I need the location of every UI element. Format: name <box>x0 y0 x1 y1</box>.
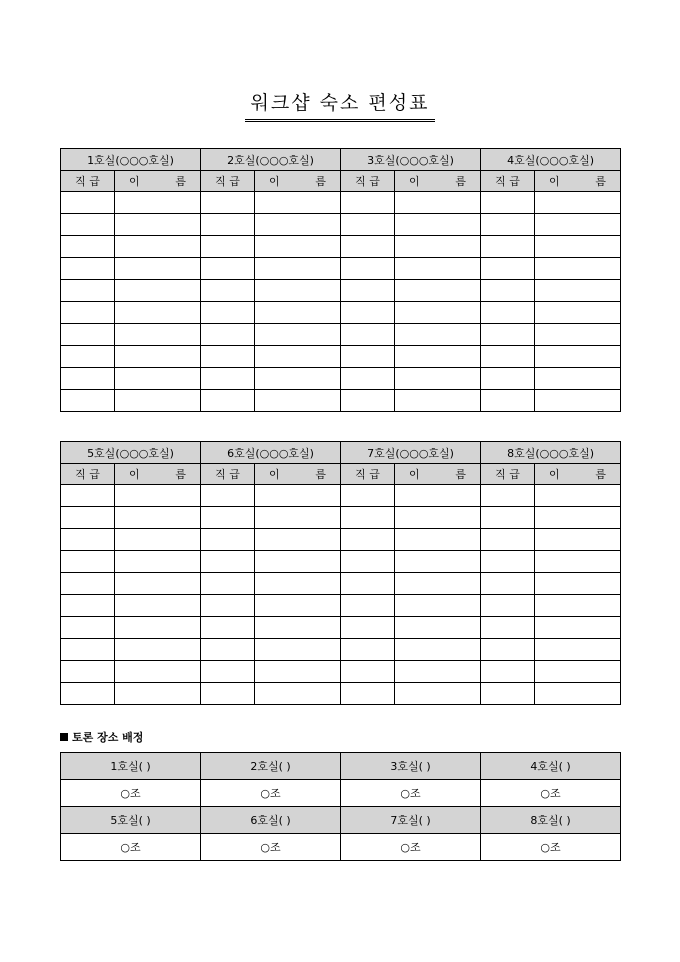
rank-column-header: 직 급 <box>341 171 395 192</box>
rank-cell[interactable] <box>201 280 255 302</box>
name-cell[interactable] <box>255 236 341 258</box>
lodging-table-1 <box>60 148 621 412</box>
table-row <box>61 683 621 705</box>
name-cell[interactable] <box>395 390 481 412</box>
rank-cell[interactable] <box>481 661 535 683</box>
name-column-header <box>535 464 621 485</box>
page-title-wrap <box>0 88 680 122</box>
room-header: 3호실(○○○호실) <box>341 149 481 171</box>
name-cell[interactable] <box>115 280 201 302</box>
name-cell[interactable] <box>395 529 481 551</box>
room-header: 5호실(○○○호실) <box>61 442 201 464</box>
name-cell[interactable] <box>115 236 201 258</box>
rank-cell[interactable] <box>341 661 395 683</box>
rank-cell[interactable] <box>61 595 115 617</box>
room-header: 1호실(○○○호실) <box>61 149 201 171</box>
name-cell[interactable] <box>115 529 201 551</box>
name-column-label: 이 름 <box>409 468 467 481</box>
section-title: 토론 장소 배정 <box>72 731 144 744</box>
name-cell[interactable] <box>535 617 621 639</box>
venue-group[interactable]: ○조 <box>341 834 481 861</box>
rank-cell[interactable] <box>481 390 535 412</box>
name-cell[interactable] <box>395 661 481 683</box>
table-row <box>61 573 621 595</box>
name-cell[interactable] <box>395 573 481 595</box>
table-row <box>61 368 621 390</box>
name-cell[interactable] <box>395 280 481 302</box>
name-cell[interactable] <box>255 595 341 617</box>
table-row <box>61 551 621 573</box>
name-cell[interactable] <box>115 661 201 683</box>
venue-room: 6호실( ) <box>201 807 341 834</box>
name-column-label: 이 름 <box>549 468 607 481</box>
rank-cell[interactable] <box>341 258 395 280</box>
rank-cell[interactable] <box>341 236 395 258</box>
name-cell[interactable] <box>115 573 201 595</box>
table-row <box>61 280 621 302</box>
name-cell[interactable] <box>395 192 481 214</box>
rank-cell[interactable] <box>61 683 115 705</box>
rank-column-header: 직 급 <box>481 171 535 192</box>
name-cell[interactable] <box>255 214 341 236</box>
rank-cell[interactable] <box>61 661 115 683</box>
rank-cell[interactable] <box>341 639 395 661</box>
rank-cell[interactable] <box>201 485 255 507</box>
rank-cell[interactable] <box>481 236 535 258</box>
page-title: 워크샵 숙소 편성표 <box>245 88 436 122</box>
name-cell[interactable] <box>535 595 621 617</box>
name-cell[interactable] <box>115 617 201 639</box>
table-row <box>61 390 621 412</box>
name-cell[interactable] <box>115 639 201 661</box>
name-cell[interactable] <box>115 302 201 324</box>
name-cell[interactable] <box>255 280 341 302</box>
rank-cell[interactable] <box>61 214 115 236</box>
rank-cell[interactable] <box>201 661 255 683</box>
table-row <box>61 507 621 529</box>
venue-room: 7호실( ) <box>341 807 481 834</box>
name-cell[interactable] <box>255 346 341 368</box>
venue-group[interactable]: ○조 <box>61 780 201 807</box>
rank-cell[interactable] <box>61 485 115 507</box>
table-row <box>61 236 621 258</box>
rank-cell[interactable] <box>201 324 255 346</box>
name-cell[interactable] <box>255 661 341 683</box>
name-cell[interactable] <box>115 346 201 368</box>
name-cell[interactable] <box>115 214 201 236</box>
rank-cell[interactable] <box>341 302 395 324</box>
name-cell[interactable] <box>115 368 201 390</box>
rank-column-header: 직 급 <box>201 464 255 485</box>
rank-cell[interactable] <box>61 551 115 573</box>
rank-cell[interactable] <box>61 346 115 368</box>
rank-column-header: 직 급 <box>201 171 255 192</box>
rank-cell[interactable] <box>61 236 115 258</box>
rank-column-header: 직 급 <box>61 464 115 485</box>
rank-cell[interactable] <box>481 529 535 551</box>
name-cell[interactable] <box>115 192 201 214</box>
room-header: 7호실(○○○호실) <box>341 442 481 464</box>
table-row <box>61 639 621 661</box>
room-header: 4호실(○○○호실) <box>481 149 621 171</box>
room-header: 8호실(○○○호실) <box>481 442 621 464</box>
rank-cell[interactable] <box>481 192 535 214</box>
name-cell[interactable] <box>535 192 621 214</box>
name-cell[interactable] <box>115 390 201 412</box>
rank-cell[interactable] <box>481 683 535 705</box>
rank-cell[interactable] <box>341 368 395 390</box>
rank-cell[interactable] <box>61 368 115 390</box>
table-row <box>61 258 621 280</box>
rank-cell[interactable] <box>341 324 395 346</box>
name-cell[interactable] <box>535 573 621 595</box>
rank-cell[interactable] <box>61 192 115 214</box>
name-column-header <box>115 464 201 485</box>
name-column-header <box>255 171 341 192</box>
name-column-header <box>395 171 481 192</box>
name-column-label: 이 름 <box>269 468 327 481</box>
venue-room: 1호실( ) <box>61 753 201 780</box>
rank-cell[interactable] <box>481 507 535 529</box>
rank-cell[interactable] <box>341 507 395 529</box>
rank-cell[interactable] <box>481 617 535 639</box>
rank-cell[interactable] <box>201 573 255 595</box>
rank-cell[interactable] <box>481 324 535 346</box>
rank-column-header: 직 급 <box>341 464 395 485</box>
name-cell[interactable] <box>395 368 481 390</box>
venue-group[interactable]: ○조 <box>481 834 621 861</box>
name-cell[interactable] <box>255 368 341 390</box>
name-cell[interactable] <box>395 302 481 324</box>
name-cell[interactable] <box>535 324 621 346</box>
rank-cell[interactable] <box>341 346 395 368</box>
rank-cell[interactable] <box>201 236 255 258</box>
table-row <box>61 192 621 214</box>
name-column-label: 이 름 <box>409 175 467 188</box>
name-cell[interactable] <box>395 236 481 258</box>
name-column-label: 이 름 <box>269 175 327 188</box>
name-cell[interactable] <box>255 390 341 412</box>
venue-group[interactable]: ○조 <box>201 834 341 861</box>
name-cell[interactable] <box>115 485 201 507</box>
rank-cell[interactable] <box>481 595 535 617</box>
name-cell[interactable] <box>255 529 341 551</box>
venue-room: 2호실( ) <box>201 753 341 780</box>
name-cell[interactable] <box>395 485 481 507</box>
venue-room: 4호실( ) <box>481 753 621 780</box>
name-cell[interactable] <box>535 214 621 236</box>
rank-column-header: 직 급 <box>481 464 535 485</box>
table-row <box>61 346 621 368</box>
name-cell[interactable] <box>535 346 621 368</box>
rank-cell[interactable] <box>341 529 395 551</box>
table-row <box>61 485 621 507</box>
rank-cell[interactable] <box>61 302 115 324</box>
name-cell[interactable] <box>535 661 621 683</box>
rank-cell[interactable] <box>61 280 115 302</box>
rank-cell[interactable] <box>481 368 535 390</box>
rank-cell[interactable] <box>341 551 395 573</box>
rank-cell[interactable] <box>201 368 255 390</box>
rank-cell[interactable] <box>201 595 255 617</box>
name-cell[interactable] <box>255 683 341 705</box>
name-cell[interactable] <box>395 551 481 573</box>
name-cell[interactable] <box>535 302 621 324</box>
venue-group[interactable]: ○조 <box>201 780 341 807</box>
rank-cell[interactable] <box>201 192 255 214</box>
square-bullet-icon <box>60 733 68 741</box>
name-cell[interactable] <box>395 258 481 280</box>
rank-cell[interactable] <box>481 639 535 661</box>
name-column-label: 이 름 <box>129 175 187 188</box>
rank-cell[interactable] <box>61 507 115 529</box>
name-cell[interactable] <box>115 324 201 346</box>
rank-cell[interactable] <box>341 683 395 705</box>
name-cell[interactable] <box>395 324 481 346</box>
name-cell[interactable] <box>255 485 341 507</box>
name-cell[interactable] <box>535 683 621 705</box>
section-heading <box>60 729 143 745</box>
name-cell[interactable] <box>535 529 621 551</box>
rank-cell[interactable] <box>61 573 115 595</box>
table-row <box>61 302 621 324</box>
name-cell[interactable] <box>115 683 201 705</box>
name-cell[interactable] <box>535 236 621 258</box>
rank-cell[interactable] <box>341 485 395 507</box>
rank-cell[interactable] <box>201 346 255 368</box>
rank-cell[interactable] <box>201 529 255 551</box>
rank-cell[interactable] <box>481 258 535 280</box>
table-row <box>61 214 621 236</box>
rank-cell[interactable] <box>61 258 115 280</box>
venue-room: 5호실( ) <box>61 807 201 834</box>
rank-cell[interactable] <box>481 485 535 507</box>
name-cell[interactable] <box>535 551 621 573</box>
name-column-header <box>115 171 201 192</box>
rank-cell[interactable] <box>201 683 255 705</box>
table-row <box>61 324 621 346</box>
name-cell[interactable] <box>115 507 201 529</box>
rank-column-header: 직 급 <box>61 171 115 192</box>
name-cell[interactable] <box>115 258 201 280</box>
name-cell[interactable] <box>255 302 341 324</box>
rank-cell[interactable] <box>201 258 255 280</box>
rank-cell[interactable] <box>341 390 395 412</box>
rank-cell[interactable] <box>201 551 255 573</box>
rank-cell[interactable] <box>61 390 115 412</box>
name-cell[interactable] <box>255 551 341 573</box>
name-cell[interactable] <box>395 214 481 236</box>
table-row <box>61 617 621 639</box>
name-column-header <box>535 171 621 192</box>
name-cell[interactable] <box>255 258 341 280</box>
name-cell[interactable] <box>255 507 341 529</box>
name-cell[interactable] <box>395 617 481 639</box>
venue-group[interactable]: ○조 <box>341 780 481 807</box>
rank-cell[interactable] <box>201 507 255 529</box>
rank-cell[interactable] <box>341 573 395 595</box>
rank-cell[interactable] <box>481 280 535 302</box>
name-cell[interactable] <box>395 507 481 529</box>
name-cell[interactable] <box>395 683 481 705</box>
name-cell[interactable] <box>395 595 481 617</box>
rank-cell[interactable] <box>341 214 395 236</box>
rank-cell[interactable] <box>201 214 255 236</box>
rank-cell[interactable] <box>481 551 535 573</box>
rank-cell[interactable] <box>481 573 535 595</box>
name-cell[interactable] <box>255 617 341 639</box>
rank-cell[interactable] <box>201 639 255 661</box>
rank-cell[interactable] <box>61 324 115 346</box>
venue-group[interactable]: ○조 <box>61 834 201 861</box>
venue-room: 8호실( ) <box>481 807 621 834</box>
name-column-label: 이 름 <box>129 468 187 481</box>
rank-cell[interactable] <box>201 390 255 412</box>
name-cell[interactable] <box>535 485 621 507</box>
venue-group[interactable]: ○조 <box>481 780 621 807</box>
lodging-table-2 <box>60 441 621 705</box>
name-column-header <box>255 464 341 485</box>
name-cell[interactable] <box>395 639 481 661</box>
table-row <box>61 661 621 683</box>
name-cell[interactable] <box>535 390 621 412</box>
name-cell[interactable] <box>535 507 621 529</box>
rank-cell[interactable] <box>341 280 395 302</box>
room-header: 6호실(○○○호실) <box>201 442 341 464</box>
name-cell[interactable] <box>395 346 481 368</box>
name-cell[interactable] <box>255 639 341 661</box>
rank-cell[interactable] <box>481 302 535 324</box>
rank-cell[interactable] <box>201 617 255 639</box>
rank-cell[interactable] <box>61 617 115 639</box>
name-cell[interactable] <box>535 258 621 280</box>
venue-table <box>60 752 621 861</box>
venue-room: 3호실( ) <box>341 753 481 780</box>
rank-cell[interactable] <box>341 617 395 639</box>
name-cell[interactable] <box>115 551 201 573</box>
name-column-header <box>395 464 481 485</box>
name-cell[interactable] <box>535 280 621 302</box>
rank-cell[interactable] <box>201 302 255 324</box>
name-cell[interactable] <box>535 639 621 661</box>
rank-cell[interactable] <box>61 639 115 661</box>
name-cell[interactable] <box>255 573 341 595</box>
table-row <box>61 595 621 617</box>
name-cell[interactable] <box>535 368 621 390</box>
rank-cell[interactable] <box>481 346 535 368</box>
rank-cell[interactable] <box>481 214 535 236</box>
room-header: 2호실(○○○호실) <box>201 149 341 171</box>
name-cell[interactable] <box>255 324 341 346</box>
name-column-label: 이 름 <box>549 175 607 188</box>
rank-cell[interactable] <box>61 529 115 551</box>
rank-cell[interactable] <box>341 595 395 617</box>
table-row <box>61 529 621 551</box>
name-cell[interactable] <box>255 192 341 214</box>
rank-cell[interactable] <box>341 192 395 214</box>
name-cell[interactable] <box>115 595 201 617</box>
